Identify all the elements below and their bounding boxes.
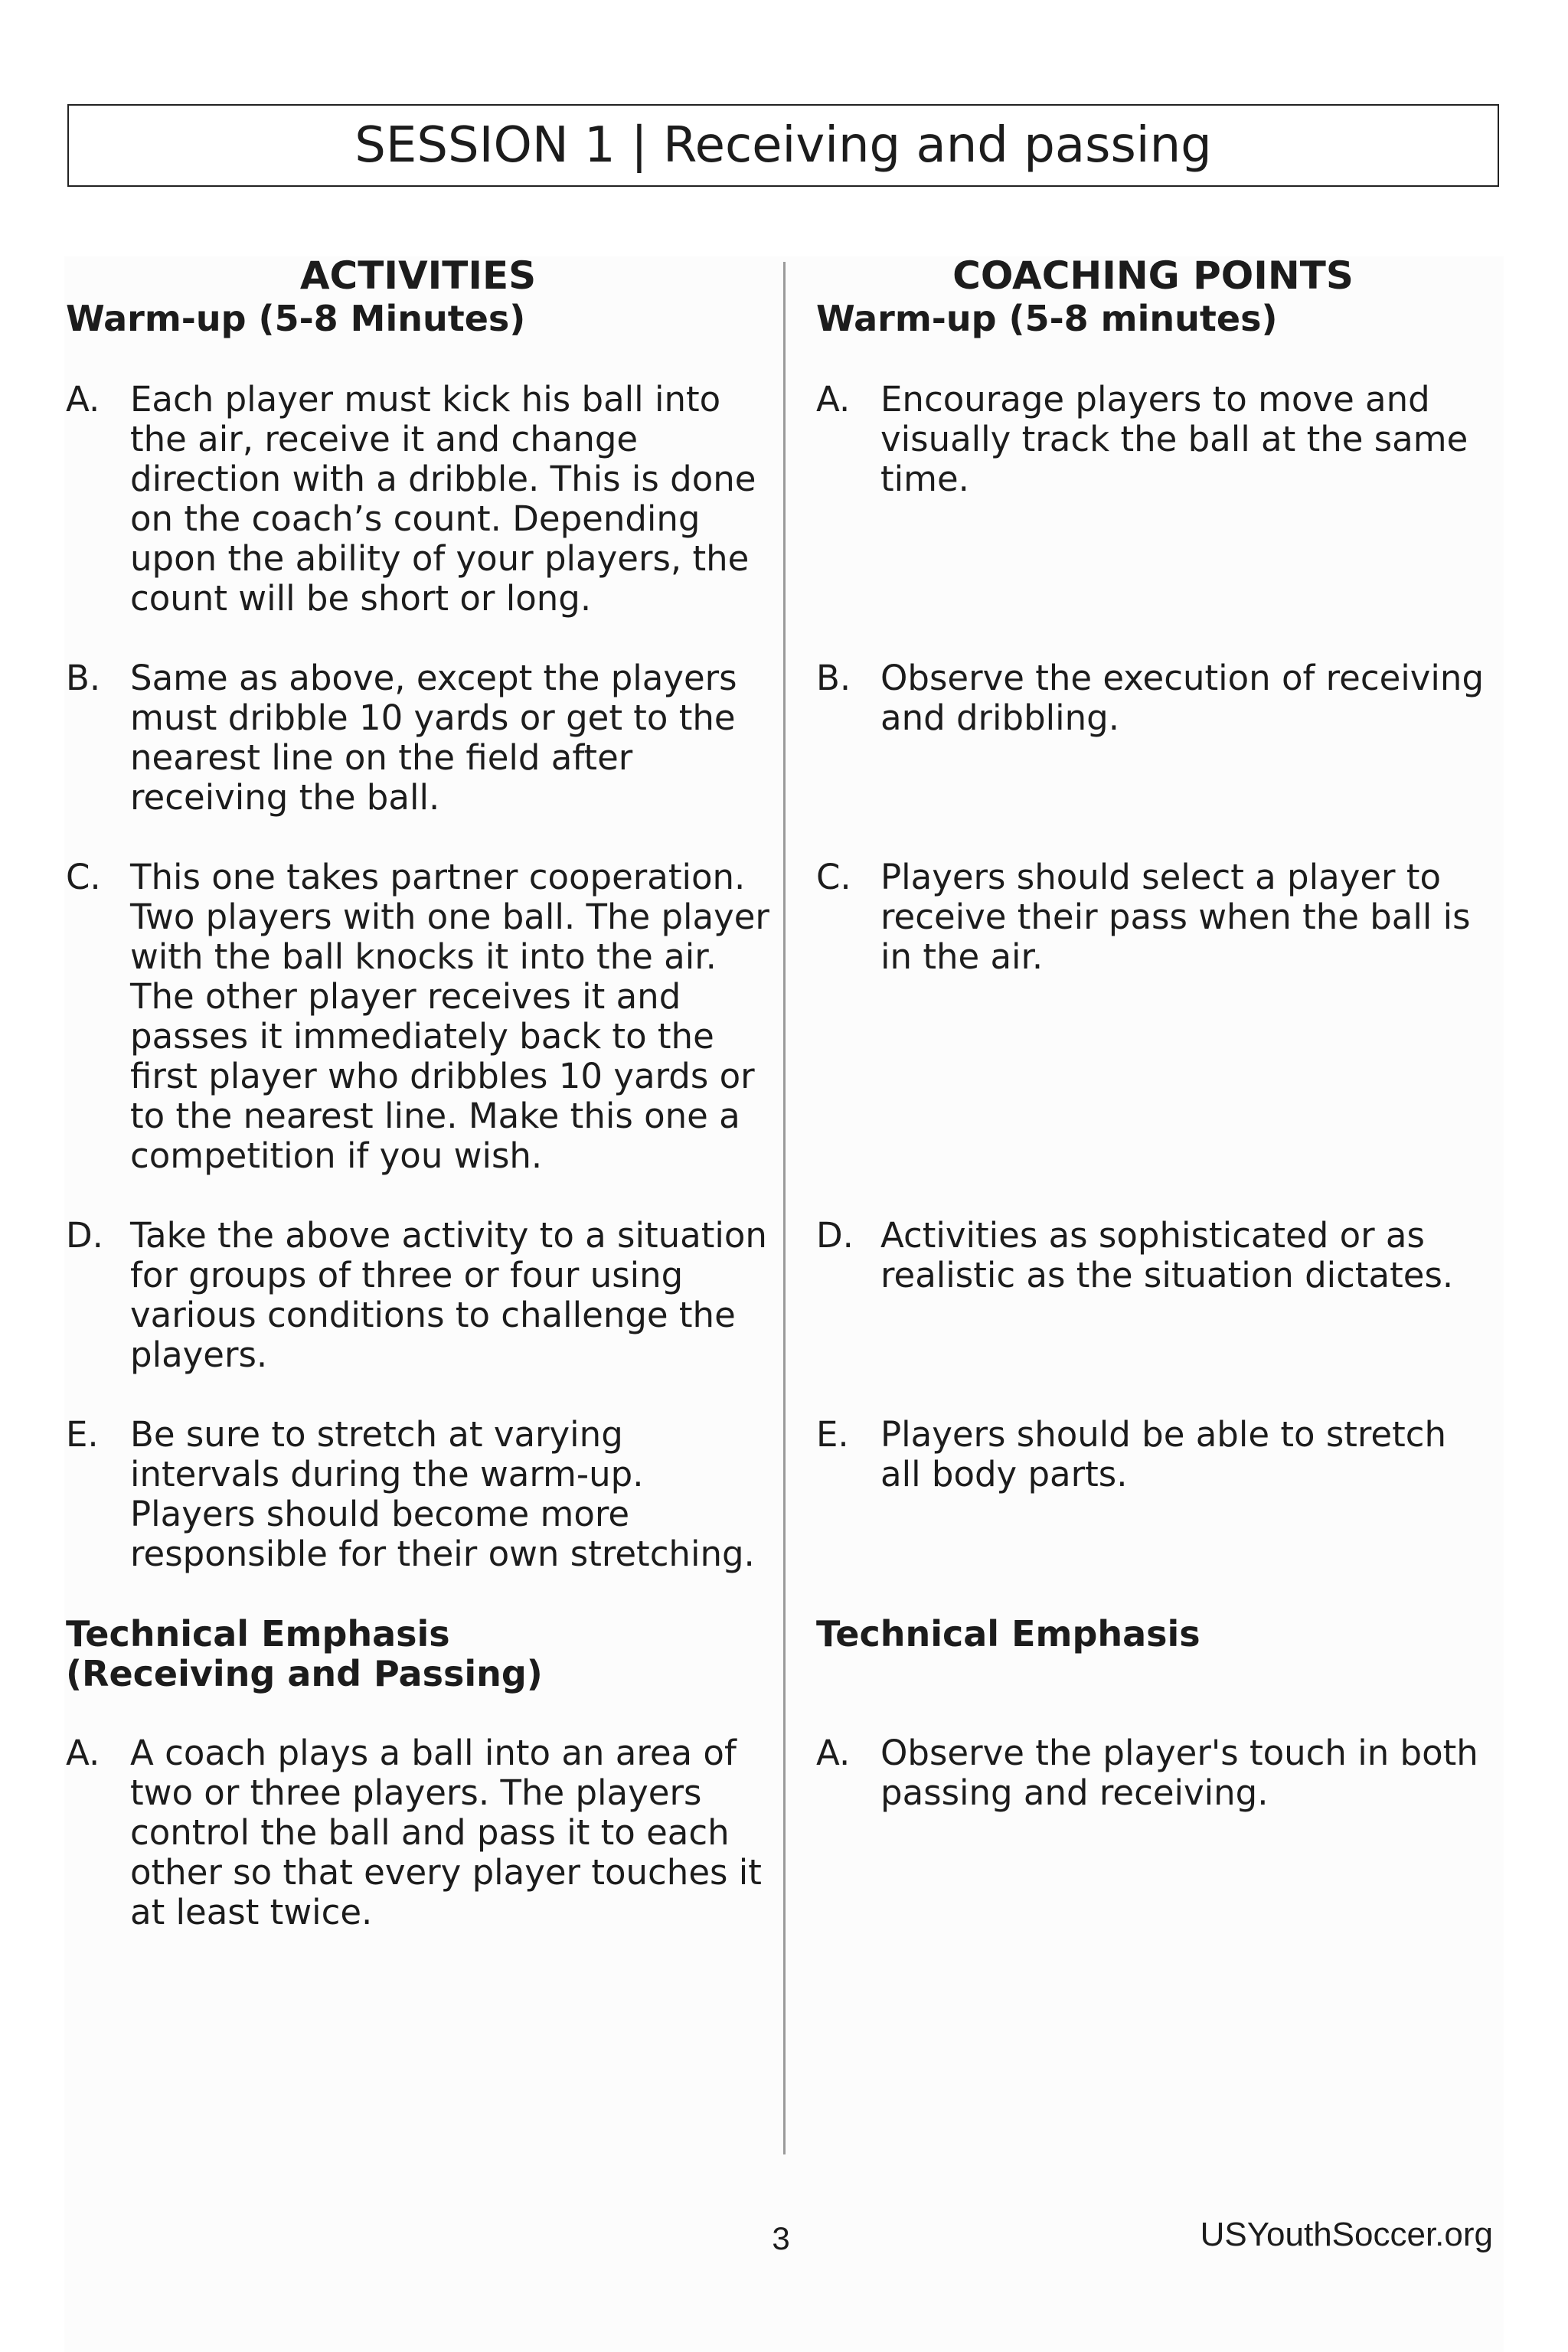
item-letter: B. (66, 658, 101, 698)
item-text: Same as above, except the players must dribble 10 yards or get to the nearest line on the field after receiving the ball. (130, 658, 737, 818)
coaching-technical-heading: Technical Emphasis (816, 1613, 1200, 1655)
item-text: Activities as sophisticated or as realistic as the situation dictates. (880, 1215, 1454, 1295)
item-letter: A. (816, 1733, 851, 1773)
page-number: 3 (772, 2220, 790, 2256)
coaching-item-e (816, 1415, 1490, 1574)
technical-heading-line1: Technical Emphasis (66, 1613, 450, 1655)
item-text: Observe the execution of receiving and dribbling. (880, 658, 1485, 738)
item-text: Players should be able to stretch all body parts. (880, 1414, 1447, 1494)
coaching-technical-item-a (816, 1733, 1490, 1813)
activities-warmup-heading: Warm-up (5-8 Minutes) (66, 298, 526, 339)
website-link[interactable]: USYouthSoccer.org (1200, 2216, 1493, 2253)
column-divider (783, 262, 786, 2154)
coaching-item-c (816, 858, 1490, 1176)
technical-heading-line2: (Receiving and Passing) (66, 1653, 543, 1694)
item-letter: D. (66, 1215, 103, 1256)
item-letter: D. (816, 1215, 854, 1256)
activities-column (66, 253, 770, 1932)
activities-heading: ACTIVITIES (299, 253, 537, 298)
coaching-warmup-heading: Warm-up (5-8 minutes) (816, 298, 1278, 339)
item-text: Players should select a player to receive their pass when the ball is in the air. (880, 857, 1471, 977)
item-text: Observe the player's touch in both passing and receiving. (880, 1733, 1478, 1813)
item-letter: A. (66, 379, 100, 420)
item-letter: E. (66, 1414, 99, 1455)
item-text: A coach plays a ball into an area of two or three players. The players control the ball and pass it to each other so that every player touches it at least twice. (130, 1733, 762, 1932)
coaching-item-d (816, 1216, 1490, 1375)
item-letter: B. (816, 658, 851, 698)
coaching-item-b (816, 658, 1490, 818)
item-text: Take the above activity to a situation for groups of three or four using various conditions to challenge the players. (130, 1215, 767, 1375)
activity-item-e (66, 1415, 770, 1574)
item-letter: A. (816, 379, 851, 420)
activity-item-a (66, 380, 770, 619)
session-title: SESSION 1 | Receiving and passing (67, 104, 1499, 187)
activity-item-c (66, 858, 770, 1176)
coaching-column (816, 253, 1490, 1813)
coaching-heading: COACHING POINTS (952, 253, 1354, 298)
activities-technical-heading (66, 1614, 770, 1694)
item-letter: C. (816, 857, 851, 897)
item-text: Each player must kick his ball into the air, receive it and change direction with a dribble. This is done on the coach’s count. Depending upon the ability of your players, the count will be short or long. (130, 379, 756, 619)
item-text: This one takes partner cooperation. Two players with one ball. The player with the ball knocks it into the air. The other player receives it and passes it immediately back to the first player who dribbles 10 yards or to the nearest line. Make this one a competition if you wish. (130, 857, 769, 1176)
activity-item-b (66, 658, 770, 818)
coaching-item-a (816, 380, 1490, 499)
activity-item-d (66, 1216, 770, 1375)
item-text: Be sure to stretch at varying intervals during the warm-up. Players should become more responsible for their own stretching. (130, 1414, 755, 1574)
item-letter: C. (66, 857, 101, 897)
item-letter: A. (66, 1733, 100, 1773)
item-letter: E. (816, 1414, 849, 1455)
item-text: Encourage players to move and visually track the ball at the same time. (880, 379, 1468, 499)
activity-technical-item-a (66, 1733, 770, 1932)
